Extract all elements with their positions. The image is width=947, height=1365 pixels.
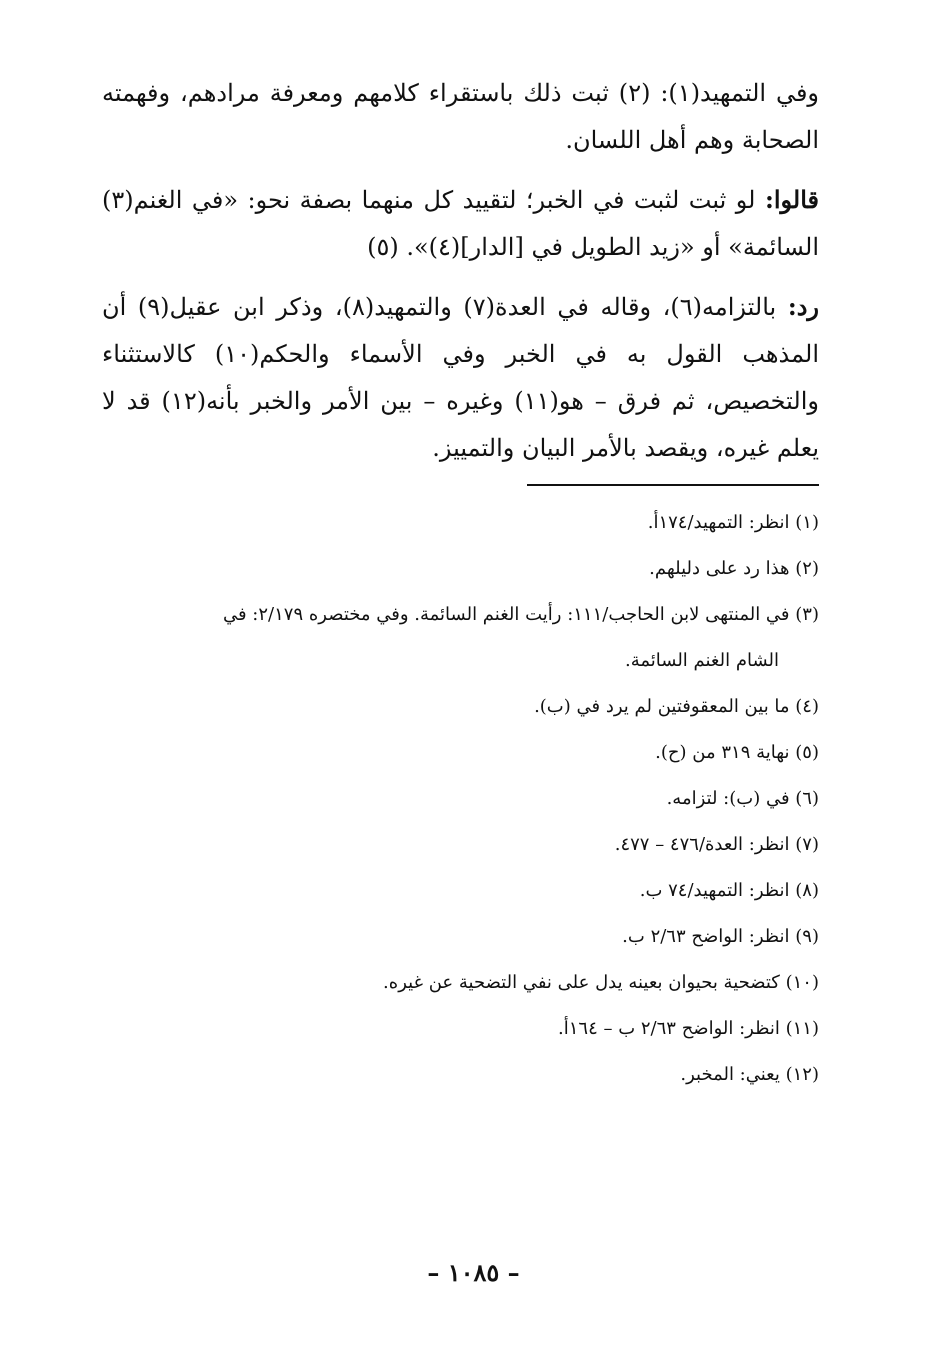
footnote-11: (١١) انظر: الواضح ٢/٦٣ ب – ١٦٤أ. bbox=[558, 1018, 819, 1039]
footnote-5: (٥) نهاية ٣١٩ من (ح). bbox=[655, 742, 819, 763]
footnote-separator bbox=[527, 484, 819, 486]
paragraph-3 bbox=[102, 283, 819, 472]
page-number: – ١٠٨٥ – bbox=[427, 1258, 520, 1287]
footnotes bbox=[102, 500, 819, 1098]
footnote-9: (٩) انظر: الواضح ٢/٦٣ ب. bbox=[622, 926, 819, 947]
footnote-2: (٢) هذا رد على دليلهم. bbox=[649, 558, 819, 579]
footnote-6: (٦) في (ب): لتزامه. bbox=[666, 788, 819, 809]
paragraph-2-text: لو ثبت لثبت في الخبر؛ لتقييد كل منهما بصفة نحو: «في الغنم(٣) السائمة» أو «زيد الطويل في [الدار](٤)». (٥) bbox=[102, 186, 819, 261]
main-text bbox=[102, 70, 819, 472]
paragraph-2 bbox=[102, 176, 819, 271]
paragraph-1: وفي التمهيد(١): (٢) ثبت ذلك باستقراء كلامهم ومعرفة مرادهم، وفهمته الصحابة وهم أهل اللسان. bbox=[102, 79, 820, 154]
paragraph-2-lead: قالوا: bbox=[764, 185, 819, 214]
footnote-10: (١٠) كتضحية بحيوان بعينه يدل على نفي التضحية عن غيره. bbox=[383, 972, 819, 993]
footnote-12: (١٢) يعني: المخبر. bbox=[680, 1064, 819, 1085]
footnote-8: (٨) انظر: التمهيد/٧٤ ب. bbox=[639, 880, 819, 901]
footnote-7: (٧) انظر: العدة/٤٧٦ – ٤٧٧. bbox=[614, 834, 819, 855]
footnote-4: (٤) ما بين المعقوفتين لم يرد في (ب). bbox=[534, 696, 819, 717]
footnote-1: (١) انظر: التمهيد/١٧٤أ. bbox=[647, 512, 819, 533]
footnote-3: (٣) في المنتهى لابن الحاجب/١١١: رأيت الغنم السائمة. وفي مختصره ٢/١٧٩: في bbox=[222, 604, 819, 625]
paragraph-3-text: بالتزامه(٦)، وقاله في العدة(٧) والتمهيد(٨)، وذكر ابن عقيل(٩) أن المذهب القول به في الخبر وفي الأسماء والحكم(١٠) كالاستثناء والتخصيص، ثم فرق – هو(١١) وغيره – بين الأمر والخبر بأنه(١٢) قد لا يعلم غيره، ويقصد بالأمر البيان والتمييز. bbox=[102, 293, 819, 462]
paragraph-3-lead: رد: bbox=[787, 292, 819, 321]
footnote-3-continuation: الشام الغنم السائمة. bbox=[624, 650, 779, 671]
